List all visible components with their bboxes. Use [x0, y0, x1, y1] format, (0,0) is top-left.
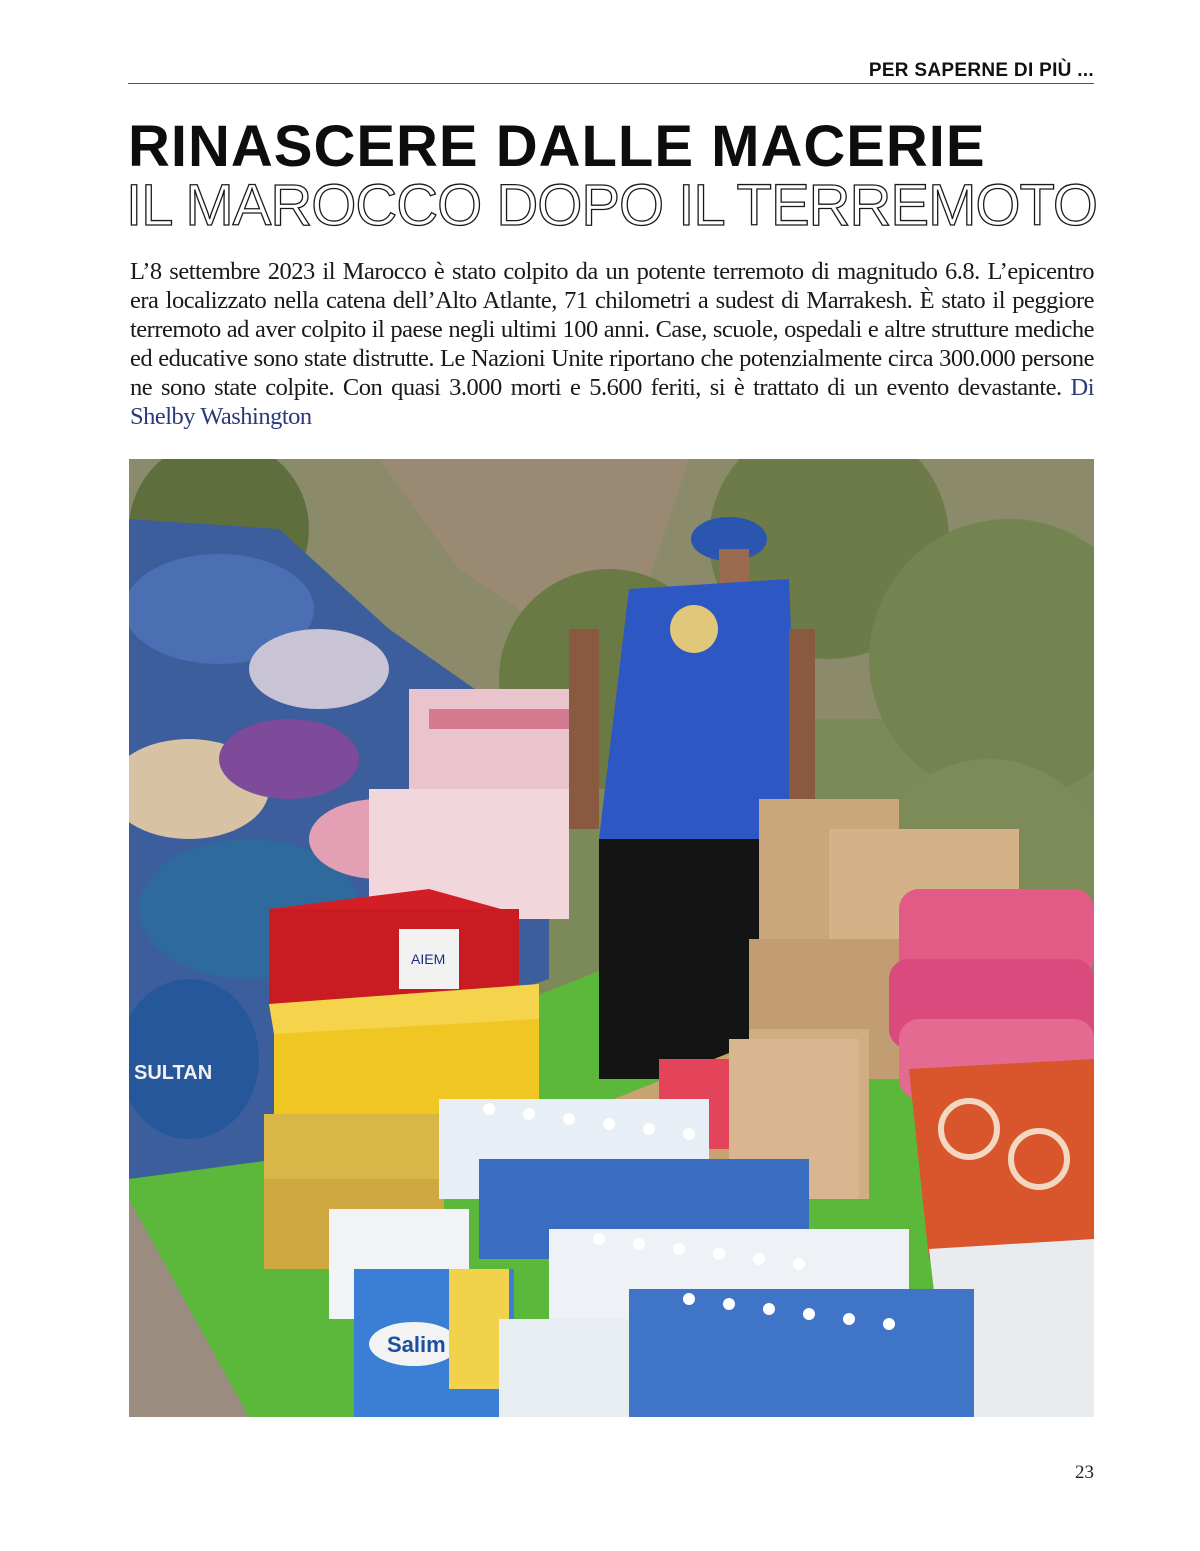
- milk-label: Salim: [387, 1332, 446, 1357]
- intro-text: L’8 settembre 2023 il Marocco è stato colpito da un potente terremoto di magnitudo 6.8. L’epicentro era localizzato nella catena dell’Alto Atlante, 71 chilometri a sudest di Marrakesh. È stato il peggiore terremoto ad aver colpito il paese negli ultimi 100 anni. Case, scuole, ospedali e altre strutture mediche ed educative sono state distrutte. Le Nazioni Unite riportano che potenzialmente circa 300.000 persone ne sono state colpite. Con quasi 3.000 morti e 5.600 feriti, si è trattato di un evento devastante.: [130, 258, 1094, 401]
- article-photo: [129, 459, 1094, 1417]
- bag-label: SULTAN: [134, 1062, 213, 1084]
- page-number: 23: [1075, 1462, 1094, 1483]
- box-label: AIEM: [411, 951, 446, 967]
- byline: Di Shelby Washington: [130, 374, 1094, 430]
- article-title: RINASCERE DALLE MACERIE: [128, 114, 986, 179]
- section-label: PER SAPERNE DI PIÙ ...: [868, 60, 1094, 81]
- header-rule: [128, 83, 1094, 84]
- article-subtitle: IL MAROCCO DOPO IL TERREMOTO: [126, 173, 1098, 238]
- photo-illustration: [129, 459, 1094, 1417]
- article-intro: [130, 257, 1094, 431]
